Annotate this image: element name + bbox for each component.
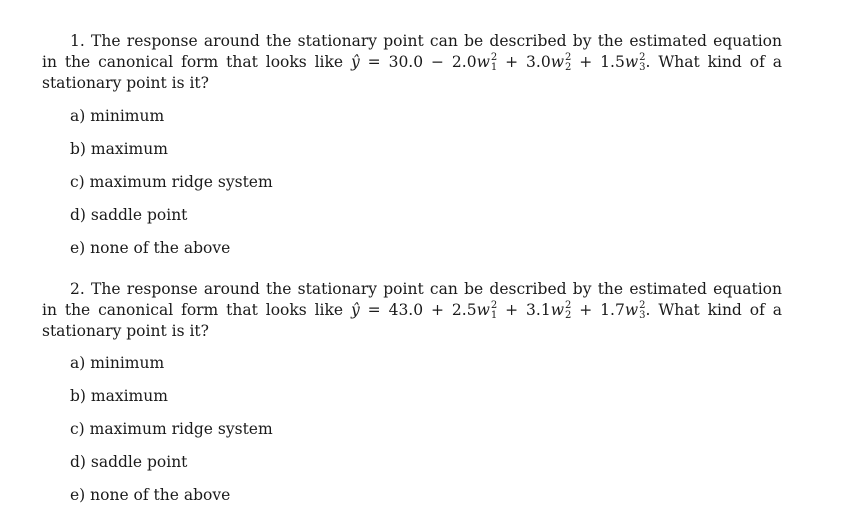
- question-2-option-c: c) maximum ridge system: [70, 420, 273, 438]
- question-2-number: 2.: [70, 280, 85, 298]
- question-2-text-after: What kind of a stationary point is it?: [42, 301, 782, 340]
- question-1: [42, 31, 782, 94]
- question-1-text-before: The response around the stationary point can be described by the estimated equation in the canonical form that looks like: [42, 32, 782, 71]
- question-1-option-c: c) maximum ridge system: [70, 173, 273, 191]
- question-2-text-before: The response around the stationary point can be described by the estimated equation in the canonical form that looks like: [42, 280, 782, 319]
- question-2: [42, 279, 782, 342]
- question-2-equation: ŷ = 43.0 + 2.5w 2 1 + 3.1w 2 2 + 1.7w 2 3 .: [351, 300, 651, 321]
- question-1-option-a: a) minimum: [70, 107, 165, 125]
- question-2-option-e: e) none of the above: [70, 486, 231, 504]
- question-2-option-b: b) maximum: [70, 387, 168, 405]
- question-1-number: 1.: [70, 32, 85, 50]
- question-1-option-b: b) maximum: [70, 140, 168, 158]
- question-1-text-after: What kind of a stationary point is it?: [42, 53, 782, 92]
- question-1-option-e: e) none of the above: [70, 239, 231, 257]
- question-1-options: [70, 106, 273, 271]
- question-1-option-d: d) saddle point: [70, 206, 188, 224]
- question-2-option-d: d) saddle point: [70, 453, 188, 471]
- question-2-option-a: a) minimum: [70, 354, 165, 372]
- question-1-equation: ŷ = 30.0 − 2.0w 2 1 + 3.0w 2 2 + 1.5w 2 3 .: [351, 52, 651, 73]
- question-2-options: [70, 353, 273, 518]
